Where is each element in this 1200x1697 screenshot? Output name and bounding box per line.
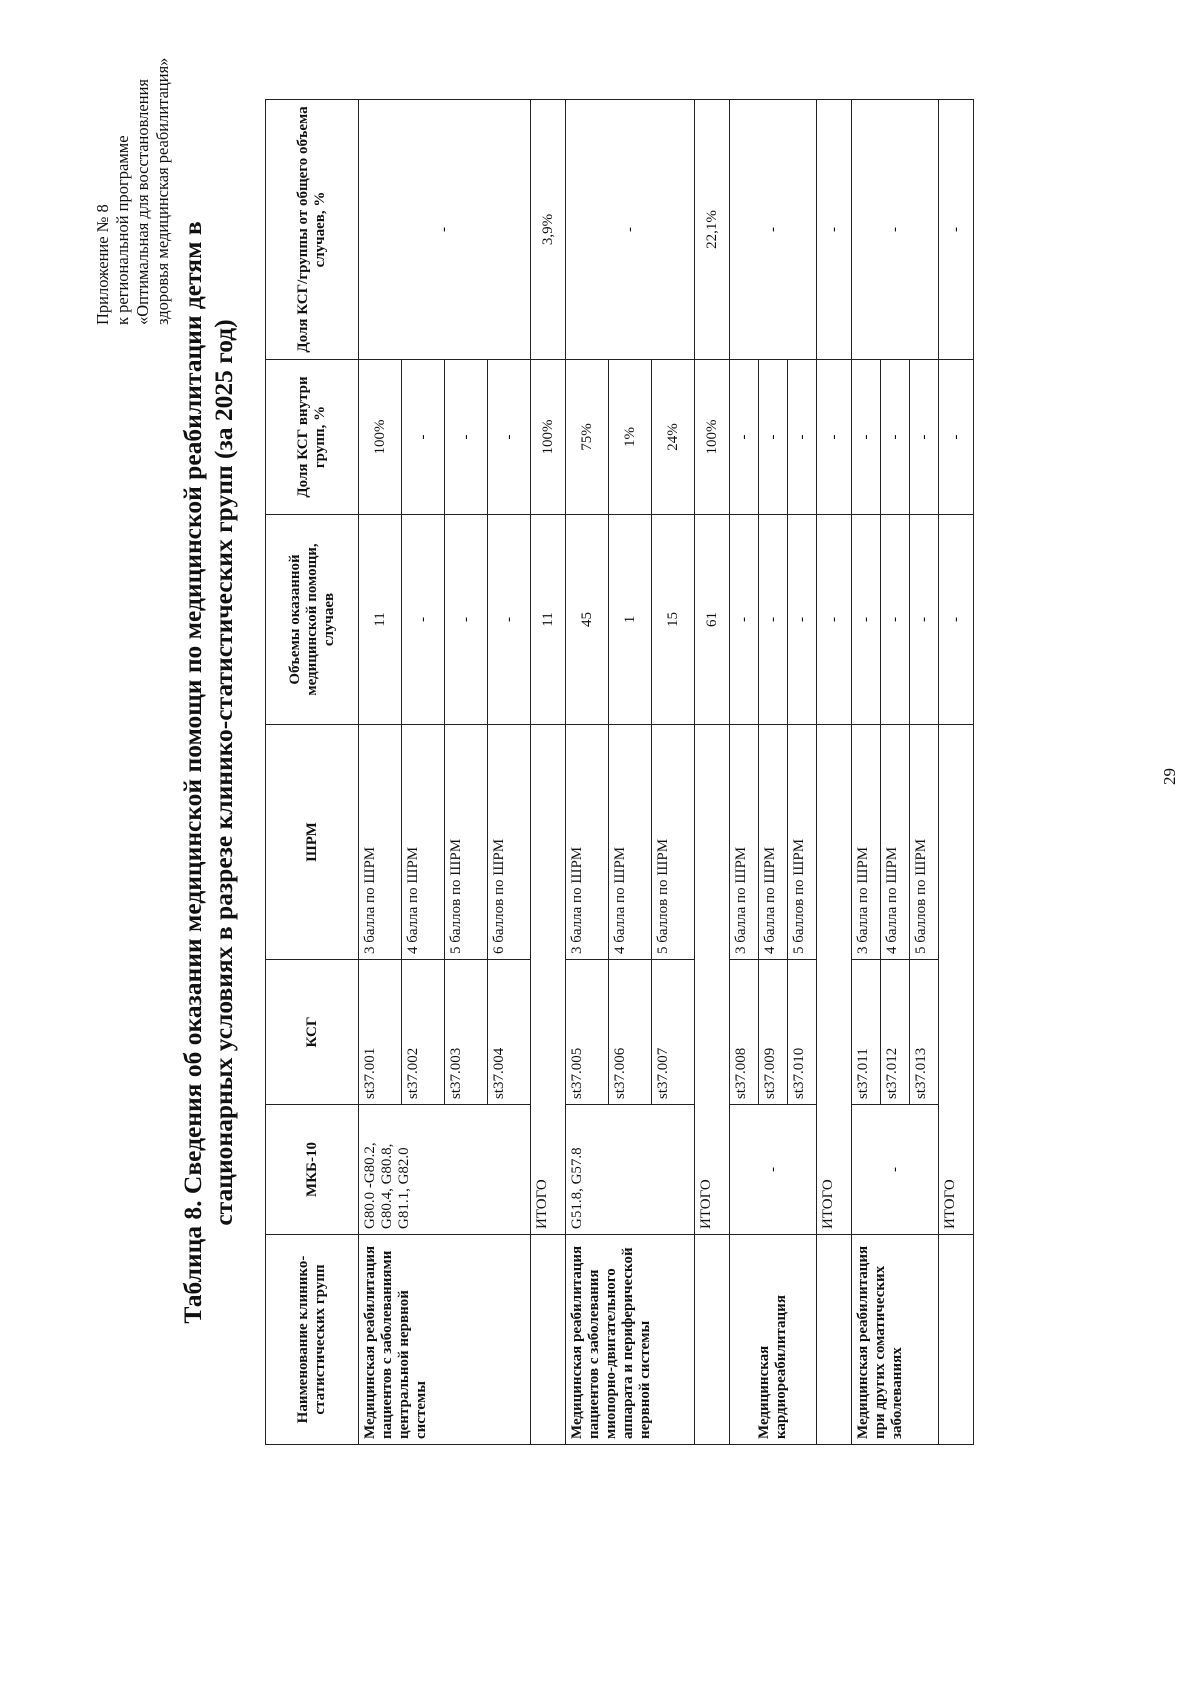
total-volume: 11	[531, 515, 566, 725]
col-header-ksg: КСГ	[266, 960, 359, 1105]
share-cell: 24%	[652, 360, 695, 515]
shrm-cell: 3 балла по ШРМ	[730, 725, 759, 960]
empty-cell	[939, 1235, 974, 1445]
ksg-cell: st37.007	[652, 960, 695, 1105]
total-volume: -	[817, 515, 852, 725]
shrm-cell: 3 балла по ШРМ	[852, 725, 881, 960]
shrm-cell: 3 балла по ШРМ	[566, 725, 609, 960]
ksg-cell: st37.010	[788, 960, 817, 1105]
total-row	[817, 100, 852, 1445]
total-label: ИТОГО	[939, 725, 974, 1235]
share-cell: 1%	[609, 360, 652, 515]
header-row	[266, 100, 359, 1445]
total-row	[695, 100, 730, 1445]
volume-cell: -	[759, 515, 788, 725]
share-cell: -	[445, 360, 488, 515]
col-header-name: Наименование клинико-статистических групп	[266, 1235, 359, 1445]
total-share: 100%	[531, 360, 566, 515]
volume-cell: -	[788, 515, 817, 725]
total-volume: -	[939, 515, 974, 725]
total-share-total: -	[939, 100, 974, 360]
total-share: -	[939, 360, 974, 515]
title-line: Таблица 8. Сведения об оказании медицинской помощи по медицинской реабилитации детям в	[178, 221, 207, 1324]
volume-cell: -	[445, 515, 488, 725]
mkb-cell: G51.8, G57.8	[566, 1105, 695, 1235]
shrm-cell: 5 баллов по ШРМ	[652, 725, 695, 960]
share-cell: 100%	[359, 360, 402, 515]
ksg-cell: st37.005	[566, 960, 609, 1105]
empty-cell	[695, 1235, 730, 1445]
share-cell: 75%	[566, 360, 609, 515]
appendix-line: здоровья медицинская реабилитация»	[153, 57, 172, 325]
shrm-cell: 5 баллов по ШРМ	[445, 725, 488, 960]
page-number: 29	[1160, 768, 1179, 785]
document-title	[177, 100, 239, 1445]
share-cell: -	[402, 360, 445, 515]
volume-cell: 11	[359, 515, 402, 725]
appendix-line: к региональной программе	[113, 135, 132, 325]
shrm-cell: 5 баллов по ШРМ	[910, 725, 939, 960]
shrm-cell: 3 балла по ШРМ	[359, 725, 402, 960]
share-total-cell: -	[730, 100, 817, 360]
total-row	[939, 100, 974, 1445]
group-name-cell: Медицинская реабилитация при других соматических заболеваниях	[852, 1235, 939, 1445]
ksg-cell: st37.008	[730, 960, 759, 1105]
volume-cell: -	[881, 515, 910, 725]
ksg-cell: st37.012	[881, 960, 910, 1105]
ksg-cell: st37.003	[445, 960, 488, 1105]
ksg-cell: st37.001	[359, 960, 402, 1105]
total-share-total: 22,1%	[695, 100, 730, 360]
group-name-cell: Медицинская кардиореабилитация	[730, 1235, 817, 1445]
col-header-mkb: МКБ-10	[266, 1105, 359, 1235]
mkb-cell: -	[730, 1105, 817, 1235]
share-cell: -	[730, 360, 759, 515]
shrm-cell: 4 балла по ШРМ	[759, 725, 788, 960]
appendix-note	[93, 0, 173, 325]
total-label: ИТОГО	[695, 725, 730, 1235]
ksg-cell: st37.011	[852, 960, 881, 1105]
total-volume: 61	[695, 515, 730, 725]
total-share: -	[817, 360, 852, 515]
total-label: ИТОГО	[817, 725, 852, 1235]
col-header-share-in: Доля КСГ внутри групп, %	[266, 360, 359, 515]
table-row	[852, 100, 881, 1445]
volume-cell: 1	[609, 515, 652, 725]
share-cell: -	[852, 360, 881, 515]
share-cell: -	[488, 360, 531, 515]
appendix-line: «Оптимальная для восстановления	[133, 79, 152, 325]
col-header-shrm: ШРМ	[266, 725, 359, 960]
share-total-cell: -	[566, 100, 695, 360]
share-cell: -	[788, 360, 817, 515]
ksg-cell: st37.006	[609, 960, 652, 1105]
group-name-cell: Медицинская реабилитация пациентов с заболевания миопорно-двигательного аппарата и периферической нервной системы	[566, 1235, 695, 1445]
shrm-cell: 5 баллов по ШРМ	[788, 725, 817, 960]
empty-cell	[531, 1235, 566, 1445]
appendix-line: Приложение № 8	[93, 204, 112, 325]
volume-cell: 45	[566, 515, 609, 725]
share-cell: -	[759, 360, 788, 515]
share-total-cell: -	[359, 100, 531, 360]
rotated-page	[35, 0, 1185, 1445]
col-header-share-total: Доля КСГ/группы от общего объема случаев, %	[266, 100, 359, 360]
shrm-cell: 4 балла по ШРМ	[881, 725, 910, 960]
volume-cell: -	[402, 515, 445, 725]
title-line: стационарных условиях в разрезе клинико-статистических групп (за 2025 год)	[209, 319, 238, 1226]
mkb-cell: G80.0 -G80.2, G80.4, G80.8, G81.1, G82.0	[359, 1105, 531, 1235]
share-total-cell: -	[852, 100, 939, 360]
total-share-total: 3,9%	[531, 100, 566, 360]
empty-cell	[817, 1235, 852, 1445]
table-row	[566, 100, 609, 1445]
ksg-table	[265, 99, 974, 1445]
shrm-cell: 6 баллов по ШРМ	[488, 725, 531, 960]
shrm-cell: 4 балла по ШРМ	[402, 725, 445, 960]
table-row	[730, 100, 759, 1445]
table-row	[359, 100, 402, 1445]
volume-cell: -	[730, 515, 759, 725]
mkb-cell: -	[852, 1105, 939, 1235]
volume-cell: -	[852, 515, 881, 725]
shrm-cell: 4 балла по ШРМ	[609, 725, 652, 960]
group-name-cell: Медицинская реабилитация пациентов с заболеваниями центральной нервной системы	[359, 1235, 531, 1445]
total-share-total: -	[817, 100, 852, 360]
ksg-cell: st37.013	[910, 960, 939, 1105]
ksg-cell: st37.004	[488, 960, 531, 1105]
volume-cell: 15	[652, 515, 695, 725]
total-row	[531, 100, 566, 1445]
share-cell: -	[910, 360, 939, 515]
col-header-volume: Объемы оказанной медицинской помощи, случаев	[266, 515, 359, 725]
total-share: 100%	[695, 360, 730, 515]
share-cell: -	[881, 360, 910, 515]
volume-cell: -	[488, 515, 531, 725]
total-label: ИТОГО	[531, 725, 566, 1235]
volume-cell: -	[910, 515, 939, 725]
ksg-cell: st37.009	[759, 960, 788, 1105]
ksg-cell: st37.002	[402, 960, 445, 1105]
